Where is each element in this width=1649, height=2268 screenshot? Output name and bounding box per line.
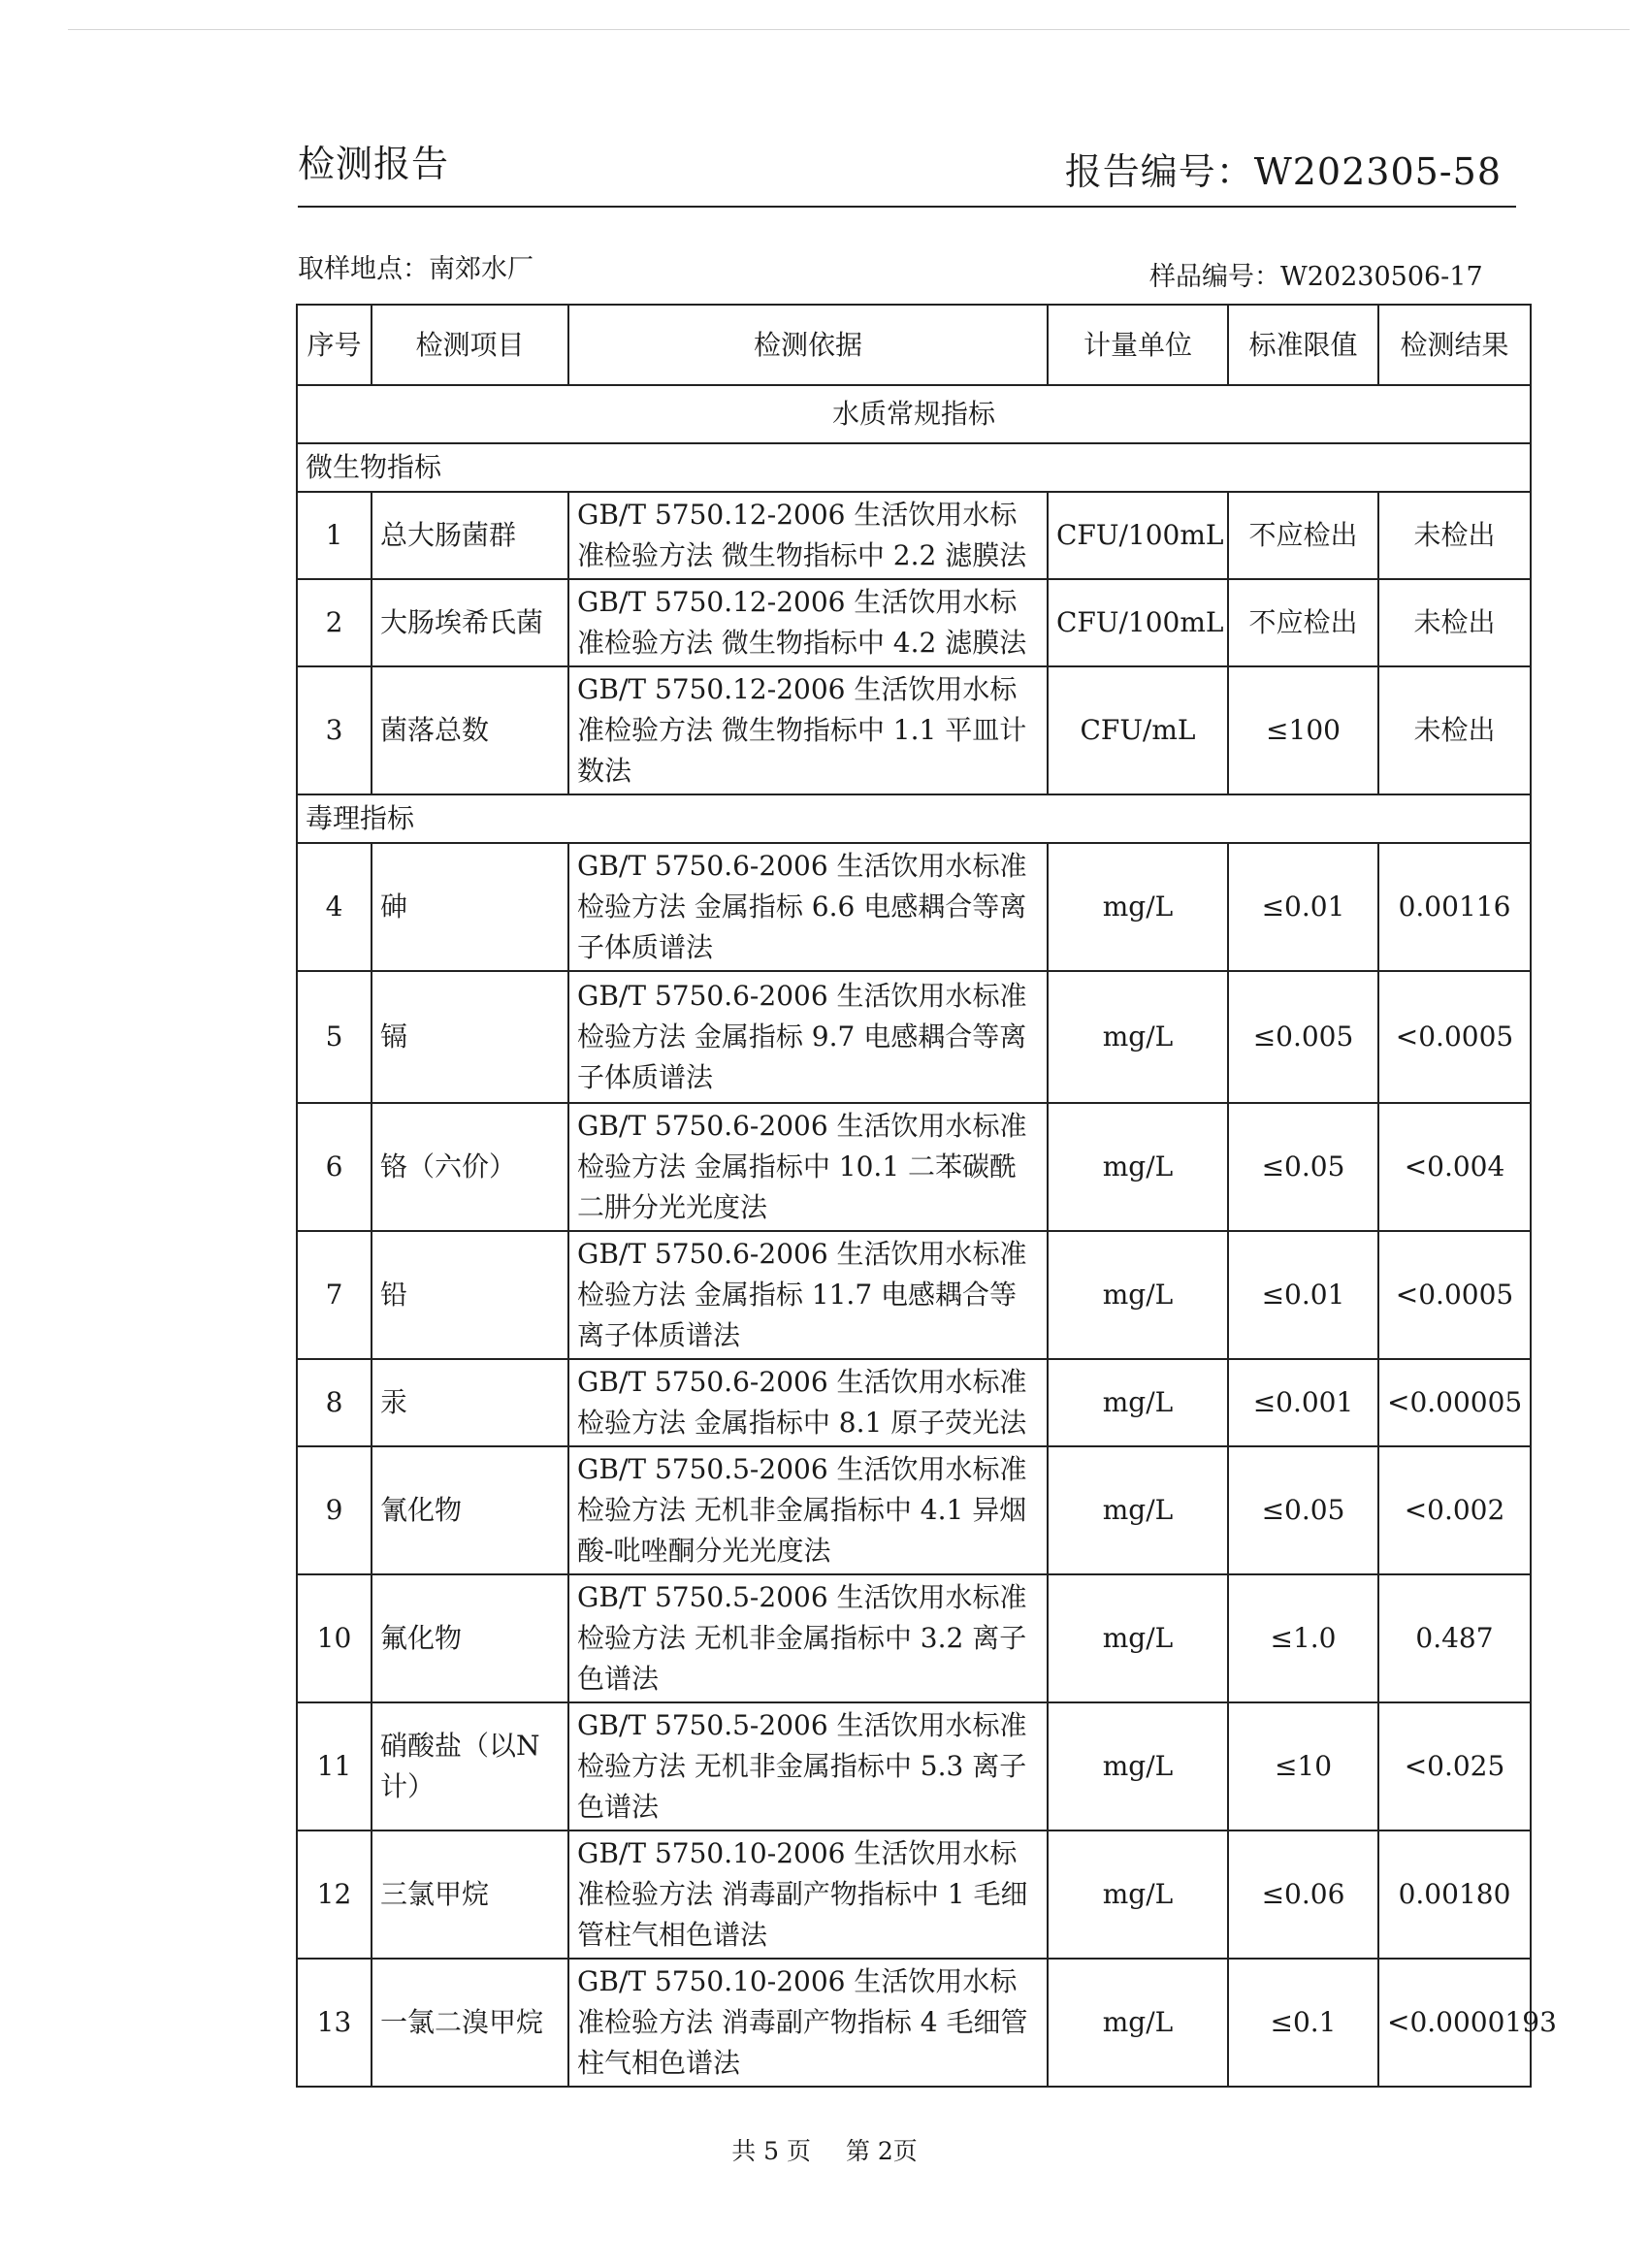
cell-basis: GB/T 5750.6-2006 生活饮用水标准检验方法 金属指标 9.7 电感耦合等离子体质谱法 — [568, 971, 1048, 1103]
cell-item: 汞 — [372, 1359, 568, 1446]
results-table — [296, 304, 1557, 2088]
table-row — [297, 666, 1531, 794]
table-row — [297, 492, 1531, 579]
current-page: 第 2页 — [845, 2137, 918, 2165]
cell-result: <0.004 — [1378, 1103, 1531, 1231]
cell-basis: GB/T 5750.12-2006 生活饮用水标准检验方法 微生物指标中 4.2 滤膜法 — [568, 579, 1048, 666]
cell-limit: ≤0.01 — [1228, 1231, 1378, 1359]
report-number: 报告编号：W202305-58 — [1064, 150, 1502, 193]
cell-no: 4 — [297, 843, 372, 971]
cell-item: 砷 — [372, 843, 568, 971]
cell-basis: GB/T 5750.6-2006 生活饮用水标准检验方法 金属指标 11.7 电感耦合等离子体质谱法 — [568, 1231, 1048, 1359]
cell-unit: mg/L — [1048, 1359, 1228, 1446]
cell-item: 菌落总数 — [372, 666, 568, 794]
cell-limit: ≤0.001 — [1228, 1359, 1378, 1446]
cell-item: 硝酸盐（以N计） — [372, 1702, 568, 1831]
table-row — [297, 971, 1531, 1103]
section-row — [297, 385, 1531, 443]
cell-basis: GB/T 5750.6-2006 生活饮用水标准检验方法 金属指标中 8.1 原子荧光法 — [568, 1359, 1048, 1446]
table-header-row — [297, 305, 1531, 385]
cell-item: 一氯二溴甲烷 — [372, 1959, 568, 2087]
cell-no: 8 — [297, 1359, 372, 1446]
col-header-unit: 计量单位 — [1048, 305, 1228, 385]
col-header-no: 序号 — [297, 305, 372, 385]
cell-no: 5 — [297, 971, 372, 1103]
cell-result: <0.00005 — [1378, 1359, 1531, 1446]
cell-result: <0.0005 — [1378, 971, 1531, 1103]
cell-item: 三氯甲烷 — [372, 1831, 568, 1959]
group-row — [297, 794, 1531, 843]
header-divider — [298, 206, 1516, 208]
cell-no: 12 — [297, 1831, 372, 1959]
cell-result: 0.00180 — [1378, 1831, 1531, 1959]
col-header-basis: 检测依据 — [568, 305, 1048, 385]
cell-item: 大肠埃希氏菌 — [372, 579, 568, 666]
table-row — [297, 843, 1531, 971]
cell-limit: ≤100 — [1228, 666, 1378, 794]
cell-limit: ≤1.0 — [1228, 1574, 1378, 1702]
cell-unit: CFU/100mL — [1048, 492, 1228, 579]
cell-unit: mg/L — [1048, 1831, 1228, 1959]
page-footer — [0, 2132, 1649, 2167]
cell-item: 氰化物 — [372, 1446, 568, 1574]
cell-unit: mg/L — [1048, 843, 1228, 971]
table-row — [297, 1959, 1531, 2087]
table-row — [297, 1446, 1531, 1574]
cell-no: 6 — [297, 1103, 372, 1231]
cell-no: 10 — [297, 1574, 372, 1702]
cell-no: 9 — [297, 1446, 372, 1574]
cell-no: 7 — [297, 1231, 372, 1359]
cell-limit: ≤0.005 — [1228, 971, 1378, 1103]
scan-edge-line — [68, 29, 1630, 30]
cell-no: 13 — [297, 1959, 372, 2087]
cell-item: 总大肠菌群 — [372, 492, 568, 579]
cell-result: <0.025 — [1378, 1702, 1531, 1831]
cell-unit: mg/L — [1048, 1231, 1228, 1359]
cell-item: 铬（六价） — [372, 1103, 568, 1231]
cell-unit: CFU/100mL — [1048, 579, 1228, 666]
table-row — [297, 1359, 1531, 1446]
cell-basis: GB/T 5750.5-2006 生活饮用水标准检验方法 无机非金属指标中 4.1 异烟酸-吡唑酮分光光度法 — [568, 1446, 1048, 1574]
table-row — [297, 1231, 1531, 1359]
col-header-result: 检测结果 — [1378, 305, 1531, 385]
cell-result: 0.00116 — [1378, 843, 1531, 971]
table-row — [297, 1574, 1531, 1702]
cell-unit: mg/L — [1048, 971, 1228, 1103]
report-title: 检测报告 — [298, 143, 450, 185]
cell-result: 未检出 — [1378, 492, 1531, 579]
col-header-limit: 标准限值 — [1228, 305, 1378, 385]
cell-limit: ≤0.05 — [1228, 1446, 1378, 1574]
cell-basis: GB/T 5750.12-2006 生活饮用水标准检验方法 微生物指标中 2.2 滤膜法 — [568, 492, 1048, 579]
section-title: 水质常规指标 — [297, 385, 1531, 443]
cell-item: 铅 — [372, 1231, 568, 1359]
cell-unit: mg/L — [1048, 1103, 1228, 1231]
cell-result: <0.0005 — [1378, 1231, 1531, 1359]
cell-basis: GB/T 5750.10-2006 生活饮用水标准检验方法 消毒副产物指标中 1 毛细管柱气相色谱法 — [568, 1831, 1048, 1959]
table-row — [297, 1702, 1531, 1831]
cell-item: 氟化物 — [372, 1574, 568, 1702]
cell-unit: mg/L — [1048, 1574, 1228, 1702]
group-row — [297, 443, 1531, 492]
sampling-site: 取样地点：南郊水厂 — [298, 254, 534, 284]
cell-no: 2 — [297, 579, 372, 666]
cell-unit: CFU/mL — [1048, 666, 1228, 794]
cell-result: <0.002 — [1378, 1446, 1531, 1574]
cell-limit: ≤0.06 — [1228, 1831, 1378, 1959]
cell-limit: ≤0.01 — [1228, 843, 1378, 971]
cell-unit: mg/L — [1048, 1446, 1228, 1574]
cell-limit: ≤0.1 — [1228, 1959, 1378, 2087]
sample-number: 样品编号：W20230506-17 — [1149, 262, 1483, 292]
cell-basis: GB/T 5750.5-2006 生活饮用水标准检验方法 无机非金属指标中 3.2 离子色谱法 — [568, 1574, 1048, 1702]
cell-unit: mg/L — [1048, 1702, 1228, 1831]
cell-basis: GB/T 5750.5-2006 生活饮用水标准检验方法 无机非金属指标中 5.3 离子色谱法 — [568, 1702, 1048, 1831]
total-pages: 共 5 页 — [731, 2137, 811, 2165]
table-row — [297, 1831, 1531, 1959]
cell-result: 未检出 — [1378, 666, 1531, 794]
table-row — [297, 579, 1531, 666]
cell-basis: GB/T 5750.6-2006 生活饮用水标准检验方法 金属指标中 10.1 二苯碳酰二肼分光光度法 — [568, 1103, 1048, 1231]
cell-no: 3 — [297, 666, 372, 794]
group-title: 毒理指标 — [297, 794, 1531, 843]
cell-basis: GB/T 5750.12-2006 生活饮用水标准检验方法 微生物指标中 1.1 平皿计数法 — [568, 666, 1048, 794]
cell-basis: GB/T 5750.6-2006 生活饮用水标准检验方法 金属指标 6.6 电感耦合等离子体质谱法 — [568, 843, 1048, 971]
cell-result: <0.0000193 — [1378, 1959, 1531, 2087]
group-title: 微生物指标 — [297, 443, 1531, 492]
cell-item: 镉 — [372, 971, 568, 1103]
table-row — [297, 1103, 1531, 1231]
cell-limit: 不应检出 — [1228, 492, 1378, 579]
col-header-item: 检测项目 — [372, 305, 568, 385]
cell-basis: GB/T 5750.10-2006 生活饮用水标准检验方法 消毒副产物指标 4 毛细管柱气相色谱法 — [568, 1959, 1048, 2087]
cell-unit: mg/L — [1048, 1959, 1228, 2087]
cell-limit: 不应检出 — [1228, 579, 1378, 666]
cell-no: 11 — [297, 1702, 372, 1831]
cell-limit: ≤0.05 — [1228, 1103, 1378, 1231]
cell-result: 0.487 — [1378, 1574, 1531, 1702]
cell-no: 1 — [297, 492, 372, 579]
cell-result: 未检出 — [1378, 579, 1531, 666]
cell-limit: ≤10 — [1228, 1702, 1378, 1831]
